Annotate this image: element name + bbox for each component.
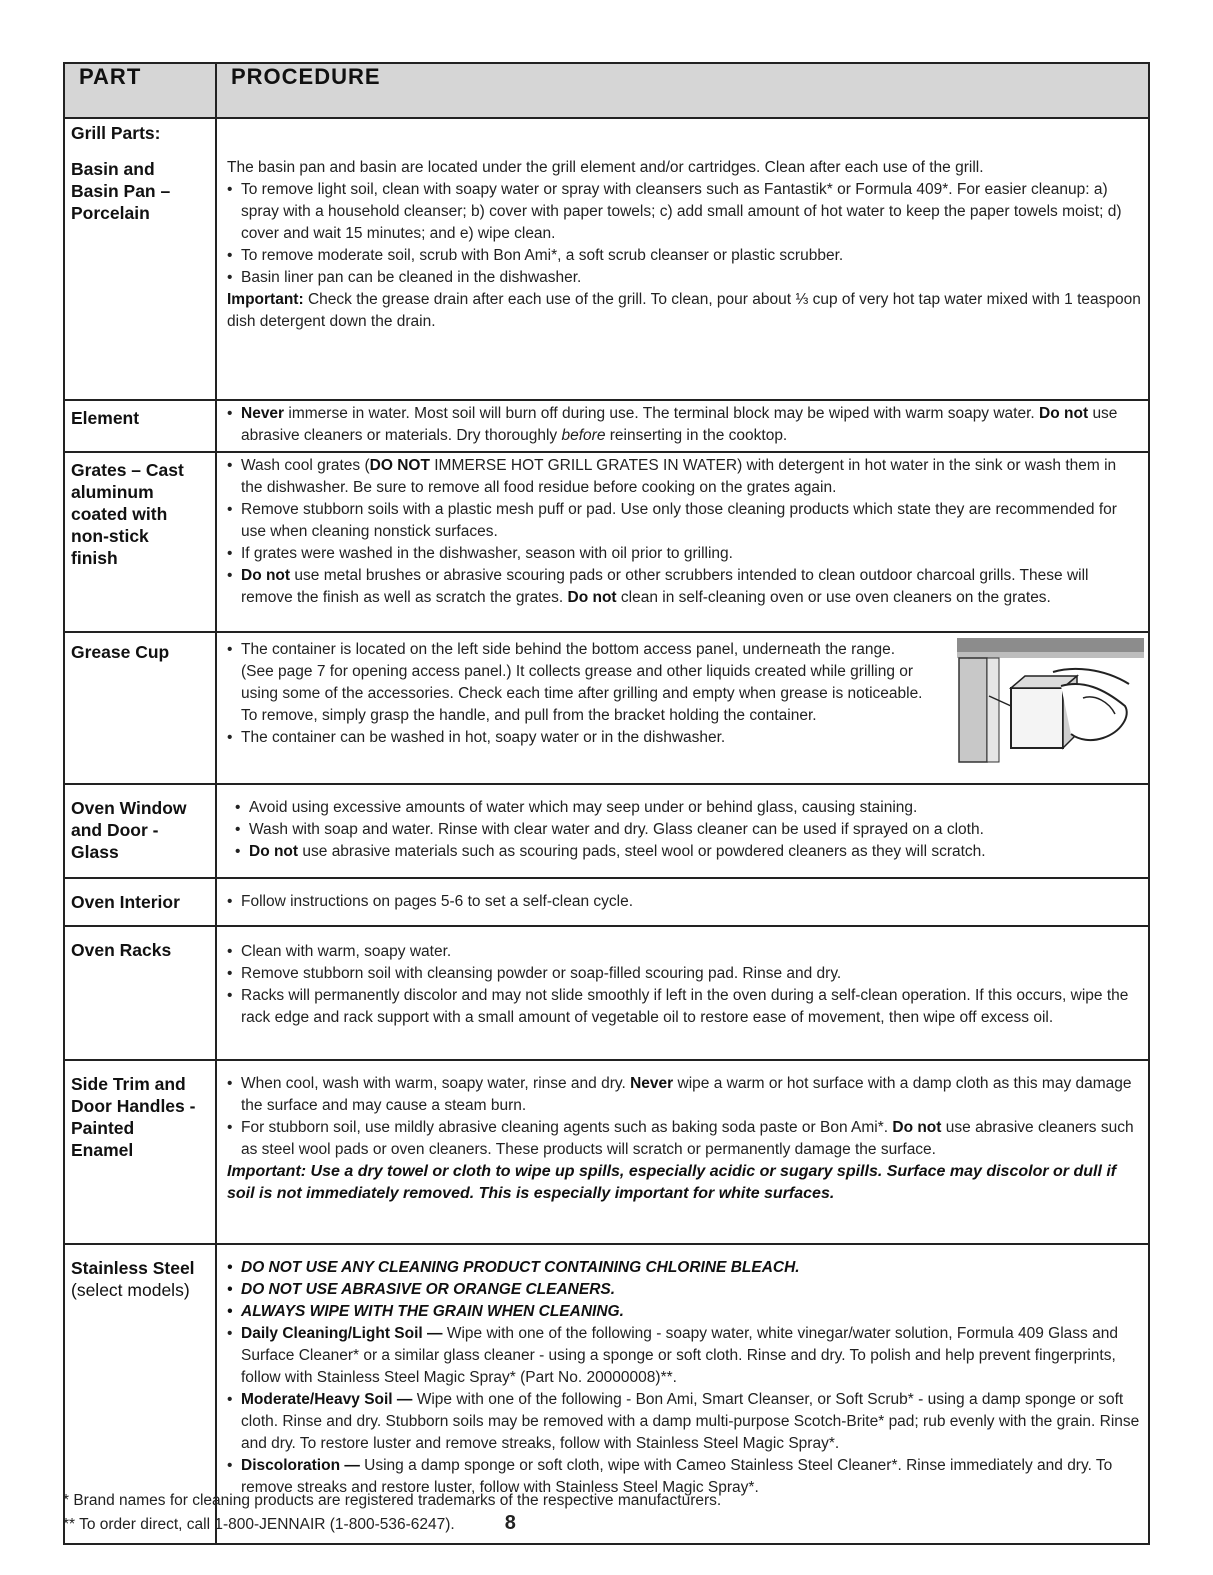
trim-text: wipe a warm or hot surface with a damp cloth as this may damage the surface and may cause a steam burn. <box>241 1075 1132 1114</box>
part-label-line: Door Handles - <box>71 1096 196 1116</box>
table-row-grates <box>64 452 1149 632</box>
part-label-line: non-stick <box>71 526 149 546</box>
before-emphasis: before <box>561 427 606 444</box>
grates-text: clean in self-cleaning oven or use oven cleaners on the grates. <box>620 589 1051 606</box>
warning-item: • ALWAYS WIPE WITH THE GRAIN WHEN CLEANING. <box>227 1301 1142 1323</box>
part-cell-oven-window <box>64 784 216 878</box>
procedure-cell-element <box>216 400 1149 452</box>
trademark-footnote: * Brand names for cleaning products are registered trademarks of the respective manufacturers. <box>63 1492 722 1509</box>
part-label-line: Grates – Cast <box>71 460 184 480</box>
part-cell-grease-cup: Grease Cup <box>64 632 216 784</box>
important-text: Check the grease drain after each use of the grill. To clean, pour about ⅓ cup of very hot tap water mixed with 1 teaspoon dish detergent down the drain. <box>227 291 1141 330</box>
care-table-page <box>63 62 1150 1545</box>
list-item <box>227 455 1142 499</box>
grill-intro: The basin pan and basin are located under the grill element and/or cartridges. Clean after each use of the grill. <box>227 159 984 176</box>
list-item: • If grates were washed in the dishwasher, season with oil prior to grilling. <box>227 543 1142 565</box>
steel-text: Wipe with one of the following - Bon Ami, Smart Cleanser, or Soft Scrub* - using a damp sponge or soft cloth. Rinse and dry. Stubborn soils may be removed with a damp multi-purpose Scotch-Brite* pad; rub evenly with the grain. Rinse and dry. To restore luster and remove streaks, follow with Stainless Steel Magic Spray*. <box>241 1391 1140 1452</box>
part-label-line: Basin Pan – <box>71 181 171 201</box>
never-label: Never <box>241 405 285 422</box>
order-text: ** To order direct, call 1-800-JENNAIR (1-800-536-6247). <box>63 1516 455 1533</box>
cleaning-chart-table <box>63 62 1150 1545</box>
table-row-grease-cup <box>64 632 1149 784</box>
part-label-line: Enamel <box>71 1140 134 1160</box>
list-item <box>227 1323 1142 1389</box>
procedure-cell-oven-window <box>216 784 1149 878</box>
order-footnote <box>63 1512 721 1536</box>
part-label-line: Porcelain <box>71 203 150 223</box>
procedure-cell-grease-cup <box>216 632 1149 784</box>
part-label-line: coated with <box>71 504 168 524</box>
grates-text: Wash cool grates ( <box>241 457 370 474</box>
do-not-label: Do not <box>892 1119 942 1136</box>
element-text-2: use abrasive cleaners or materials. Dry thoroughly <box>241 405 1118 444</box>
list-item <box>227 1389 1142 1455</box>
list-item: • The container is located on the left side behind the bottom access panel, underneath the range. (See page 7 for opening access panel.) It collects grease and other liquids created while grilling or using some of the accessories. Check each time after grilling and empty when grease is noticeable. To remove, simply grasp the handle, and pull from the bracket holding the container. <box>227 639 932 727</box>
table-header-row <box>64 63 1149 118</box>
procedure-cell-side-trim <box>216 1060 1149 1244</box>
procedure-cell-oven-racks <box>216 926 1149 1060</box>
discoloration-label: Discoloration — <box>241 1457 360 1474</box>
select-models-note: (select models) <box>71 1280 190 1300</box>
table-row-oven-interior <box>64 878 1149 926</box>
part-label-line: Oven Window <box>71 798 187 818</box>
grease-content <box>227 639 1142 727</box>
list-item: • Racks will permanently discolor and may not slide smoothly if left in the oven during a self-clean operation. If this occurs, wipe the rack edge and rack support with a small amount of vegetable oil to restore ease of movement, then wipe off excess oil. <box>227 985 1142 1029</box>
procedure-cell-grill <box>216 118 1149 400</box>
trim-text: use abrasive cleaners such as steel wool pads or oven cleaners. These products will scratch or permanently damage the surface. <box>241 1119 1134 1158</box>
page-footer <box>63 1490 721 1536</box>
steel-text: Wipe with one of the following - soapy water, white vinegar/water solution, Formula 409 Glass and Surface Cleaner* or a similar glass cleaner - using a sponge or soft cloth. Rinse and dry. To polish and help prevent fingerprints, follow with Stainless Steel Magic Spray* (Part No. 20000008)**. <box>241 1325 1118 1386</box>
part-cell-side-trim <box>64 1060 216 1244</box>
part-cell-oven-interior: Oven Interior <box>64 878 216 926</box>
never-label: Never <box>630 1075 674 1092</box>
list-item <box>227 1117 1142 1161</box>
part-label-line: aluminum <box>71 482 154 502</box>
part-cell-oven-racks: Oven Racks <box>64 926 216 1060</box>
element-text-3: reinserting in the cooktop. <box>609 427 788 444</box>
part-label-line: finish <box>71 548 118 568</box>
list-item: • Clean with warm, soapy water. <box>227 941 1142 963</box>
grates-text: IMMERSE HOT GRILL GRATES IN WATER) with detergent in hot water in the sink or wash them in the dishwasher. Be sure to remove all food residue before cooking on the grates again. <box>241 457 1117 496</box>
list-item <box>227 841 1142 863</box>
part-label-line: and Door - <box>71 820 159 840</box>
daily-cleaning-label: Daily Cleaning/Light Soil — <box>241 1325 443 1342</box>
grates-text: use metal brushes or abrasive scouring pads or other scrubbers intended to clean outdoor charcoal grills. These will remove the finish as well as scratch the grates. <box>241 567 1089 606</box>
part-label-line: Glass <box>71 842 119 862</box>
list-item: • Remove stubborn soils with a plastic mesh puff or pad. Use only those cleaning products which state they are recommended for use when cleaning nonstick surfaces. <box>227 499 1142 543</box>
procedure-cell-oven-interior <box>216 878 1149 926</box>
do-not-label: Do not <box>241 567 291 584</box>
list-item: • Avoid using excessive amounts of water which may seep under or behind glass, causing staining. <box>227 797 1142 819</box>
part-column-header: PART <box>64 63 216 118</box>
list-item: • To remove moderate soil, scrub with Bon Ami*, a soft scrub cleanser or plastic scrubber. <box>227 245 1142 267</box>
do-not-label: Do not <box>249 843 299 860</box>
part-label-line: Painted <box>71 1118 135 1138</box>
part-label-line: Stainless Steel <box>71 1258 195 1278</box>
element-text-1: immerse in water. Most soil will burn off during use. The terminal block may be wiped with warm soapy water. <box>288 405 1035 422</box>
page-number: 8 <box>504 1512 516 1534</box>
list-item <box>227 403 1142 447</box>
list-item <box>227 1073 1142 1117</box>
important-label: Important: <box>227 291 304 308</box>
trim-text: When cool, wash with warm, soapy water, rinse and dry. <box>241 1075 626 1092</box>
list-item: • Wash with soap and water. Rinse with clear water and dry. Glass cleaner can be used if sprayed on a cloth. <box>227 819 1142 841</box>
table-row-oven-window <box>64 784 1149 878</box>
procedure-column-header: PROCEDURE <box>216 63 1149 118</box>
grease-cup-drawer-icon <box>953 636 1148 764</box>
list-item: • Follow instructions on pages 5-6 to set a self-clean cycle. <box>227 891 1142 913</box>
warning-item: • DO NOT USE ABRASIVE OR ORANGE CLEANERS. <box>227 1279 1142 1301</box>
trim-text: For stubborn soil, use mildly abrasive cleaning agents such as baking soda paste or Bon Ami*. <box>241 1119 889 1136</box>
warning-item: • DO NOT USE ANY CLEANING PRODUCT CONTAINING CHLORINE BLEACH. <box>227 1257 1142 1279</box>
list-item: • Basin liner pan can be cleaned in the dishwasher. <box>227 267 1142 289</box>
procedure-cell-grates <box>216 452 1149 632</box>
part-label-line: Basin and <box>71 159 155 179</box>
do-not-label: Do not <box>567 589 617 606</box>
table-row-side-trim <box>64 1060 1149 1244</box>
do-not-label: DO NOT <box>369 457 430 474</box>
steel-text: Using a damp sponge or soft cloth, wipe with Cameo Stainless Steel Cleaner*. Rinse immediately and dry. To remove streaks and restore luster, follow with Stainless Steel Magic Spray*. <box>241 1457 1113 1496</box>
table-row-oven-racks <box>64 926 1149 1060</box>
list-item: • The container can be washed in hot, soapy water or in the dishwasher. <box>227 727 1142 749</box>
important-note <box>227 289 1142 333</box>
do-not-label: Do not <box>1039 405 1089 422</box>
part-cell-element: Element <box>64 400 216 452</box>
list-item: • To remove light soil, clean with soapy water or spray with cleansers such as Fantastik* or Formula 409*. For easier cleanup: a) spray with a household cleanser; b) cover with paper towels; c) add small amount of hot water to keep the paper towels moist; d) cover and wait 15 minutes; and e) wipe clean. <box>227 179 1142 245</box>
part-label-line: Side Trim and <box>71 1074 186 1094</box>
part-cell-grill <box>64 118 216 400</box>
table-row-element <box>64 400 1149 452</box>
important-warning: Important: Use a dry towel or cloth to wipe up spills, especially acidic or sugary spills. Surface may discolor or dull if soil is not immediately removed. This is especially important for white surfaces. <box>227 1163 1117 1202</box>
list-item <box>227 565 1142 609</box>
list-item: • Remove stubborn soil with cleansing powder or soap-filled scouring pad. Rinse and dry. <box>227 963 1142 985</box>
moderate-soil-label: Moderate/Heavy Soil — <box>241 1391 413 1408</box>
table-row-grill <box>64 118 1149 400</box>
grill-parts-title: Grill Parts: <box>71 123 161 143</box>
window-text: use abrasive materials such as scouring pads, steel wool or powdered cleaners as they will scratch. <box>302 843 986 860</box>
part-cell-grates <box>64 452 216 632</box>
